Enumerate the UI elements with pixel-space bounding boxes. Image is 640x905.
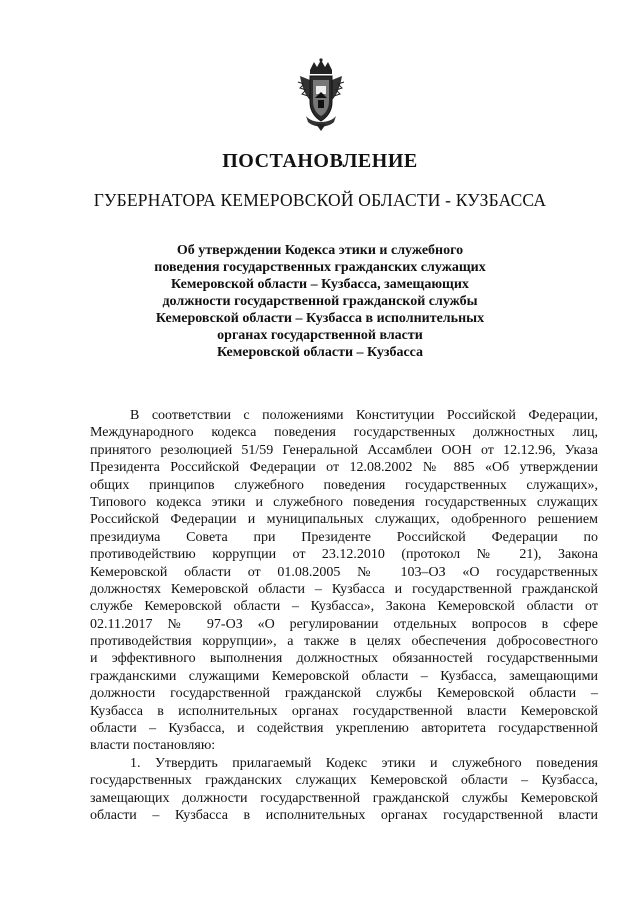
document-type-title: ПОСТАНОВЛЕНИЕ bbox=[222, 150, 418, 172]
body-line: В соответствии с положениями Конституции Российской Федерации, bbox=[130, 408, 598, 423]
subject-line: Кемеровской области – Кузбасса, замещающих bbox=[171, 277, 469, 292]
body-line: области – Кузбасса, и содействия укреплению авторитета государственной bbox=[90, 721, 598, 737]
body-line: принятого резолюцией 51/59 Генеральной Ассамблеи ООН от 12.12.96, Указа bbox=[90, 442, 598, 458]
body-line: Международного кодекса поведения государственных должностных лиц, bbox=[90, 425, 598, 441]
body-line: гражданскими служащими Кемеровской области – Кузбасса, замещающими bbox=[90, 668, 598, 684]
body-line: власти постановляю: bbox=[90, 738, 216, 754]
body-line: и эффективного выполнения должностных обязанностей государственными bbox=[90, 651, 598, 667]
issuer-title: ГУБЕРНАТОРА КЕМЕРОВСКОЙ ОБЛАСТИ - КУЗБАССА bbox=[93, 190, 547, 210]
body-line: общих принципов служебного поведения государственных служащих», bbox=[90, 477, 598, 493]
body-line: Президента Российской Федерации от 12.08.2002 № 885 «Об утверждении bbox=[90, 460, 598, 476]
body-line: области – Кузбасса в исполнительных органах государственной власти bbox=[90, 807, 598, 823]
body-line: 1. Утвердить прилагаемый Кодекс этики и служебного поведения bbox=[130, 755, 598, 771]
body-line: государственных гражданских служащих Кемеровской области – Кузбасса, bbox=[90, 773, 598, 789]
body-line: Российской Федерации и муниципальных служащих, одобренного решением bbox=[90, 512, 598, 528]
body-line: замещающих должности государственной гражданской службы Кемеровской bbox=[90, 790, 598, 806]
subject-line: поведения государственных гражданских служащих bbox=[154, 260, 486, 275]
coat-of-arms-icon bbox=[296, 58, 346, 132]
body-line: противодействия коррупции», а также в целях обеспечения добросовестного bbox=[90, 634, 598, 650]
subject-line: Кемеровской области – Кузбасса bbox=[216, 345, 424, 360]
body-line: должностях Кемеровской области – Кузбасса и государственной гражданской bbox=[90, 581, 598, 597]
subject-line: органах государственной власти bbox=[217, 328, 423, 343]
body-line: Типового кодекса этики и служебного поведения государственных служащих bbox=[90, 494, 598, 510]
body-line: службе Кемеровской области – Кузбасса», Закона Кемеровской области от bbox=[90, 599, 598, 615]
subject-line: Об утверждении Кодекса этики и служебного bbox=[176, 243, 464, 258]
body-line: должности государственной гражданской службы Кемеровской области – bbox=[90, 686, 598, 702]
body-line: Кузбасса в исполнительных органах государственной власти Кемеровской bbox=[90, 703, 598, 719]
document-body bbox=[90, 407, 598, 824]
subject-line: должности государственной гражданской службы bbox=[162, 294, 478, 309]
subject-line: Кемеровской области – Кузбасса в исполнительных bbox=[155, 311, 485, 326]
document-subject bbox=[120, 242, 520, 361]
body-line: президиума Совета при Президенте Российской Федерации по bbox=[90, 529, 598, 545]
body-line: противодействию коррупции от 23.12.2010 (протокол № 21), Закона bbox=[90, 547, 598, 563]
body-line: Кемеровской области от 01.08.2005 № 103–ОЗ «О государственных bbox=[90, 564, 598, 580]
body-line: 02.11.2017 № 97-ОЗ «О регулировании отдельных вопросов в сфере bbox=[90, 616, 598, 632]
